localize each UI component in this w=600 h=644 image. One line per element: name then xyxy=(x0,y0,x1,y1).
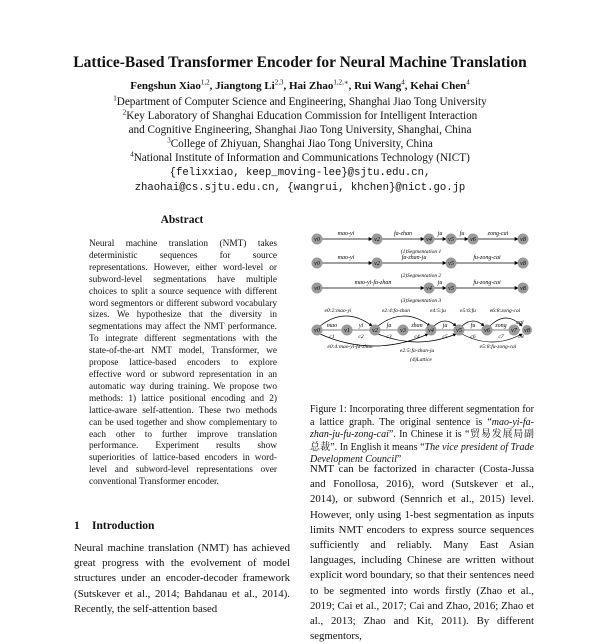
char-edge-label: c6 xyxy=(470,334,476,340)
edge-label: mao-yi-fa-zhan xyxy=(354,280,392,286)
affiliation-line2: and Cognitive Engineering, Shanghai Jiao Tong University, Shanghai, China xyxy=(128,124,472,136)
figure-caption xyxy=(310,404,534,467)
intro-text: Neural machine translation (NMT) has achieved great progress with the evolvement of model structures under an encoder-decoder framework (Sutskever et al., 2014; Bahdanau et al., 2014). Recently, the self-attention based xyxy=(74,542,290,615)
char-label: zhan xyxy=(411,323,423,329)
section-heading xyxy=(74,520,154,532)
node-label: v4 xyxy=(428,328,434,334)
email-line[interactable]: zhaohai@cs.sjtu.edu.cn, {wangrui, khchen}@nict.go.jp xyxy=(134,182,466,194)
node-label: v5 xyxy=(448,286,454,292)
char-label: mao xyxy=(326,323,338,329)
edge-label: fu-zong-cai xyxy=(473,280,501,286)
char-label: yi xyxy=(358,323,364,329)
caption-suffix: ” xyxy=(396,454,402,466)
segmentation-label: (1)Segmentation 1 xyxy=(400,249,442,255)
node-label: v7 xyxy=(511,328,517,334)
node-label: v2 xyxy=(374,261,380,267)
affiliation xyxy=(0,109,600,123)
node-label: v3 xyxy=(400,328,406,334)
affiliation-sup: 3 xyxy=(167,136,171,145)
char-edge-label: c7 xyxy=(498,334,504,340)
lattice-label: (4)Lattice xyxy=(410,357,432,363)
segmentation-1 xyxy=(312,230,529,255)
char-label: ju xyxy=(442,323,448,329)
arc-label: e4:5:ju xyxy=(430,308,446,314)
node-label: v0 xyxy=(314,237,320,243)
affiliation-text: Department of Computer Science and Engineering, Shanghai Jiao Tong University xyxy=(116,96,487,108)
affiliation-text: Key Laboratory of Shanghai Education Commission for Intelligent Interaction xyxy=(126,110,478,122)
node-label: v0 xyxy=(314,328,320,334)
char-label: zong xyxy=(495,323,507,329)
body-text-right: NMT can be factorized in character (Costa-Jussa and Fonollosa, 2016), word (Sutskever et al., 2014), or subword (Sennrich et al., 2015) level. However, only using 1-best segmentation as inputs limits NMT encoders to express source sequences sufficiently and reliably. Many East Asian languages, including Chinese are written without explicit word boundary, so that their sentences need to be segmented into words firstly (Zhao et al., 2019; Cai et al., 2017; Cai and Zhao, 2016; Zhao et al., 2013; Zhao and Kit, 2011). By different segmentors, xyxy=(310,463,534,643)
node-label: v5 xyxy=(456,328,462,334)
node-label: v8 xyxy=(520,286,526,292)
abstract-heading: Abstract xyxy=(160,214,204,226)
node-label: v5 xyxy=(448,261,454,267)
edge-label: mao-yi xyxy=(337,231,355,237)
affiliation-sup: 4 xyxy=(130,150,134,159)
author-name: Jiangtong Li xyxy=(215,80,275,92)
author-sup: 1,2,∗ xyxy=(333,78,349,87)
edge-label: ju xyxy=(437,280,443,286)
char-edge-label: c8 xyxy=(518,334,524,340)
node-label: v4 xyxy=(426,286,432,292)
arc-label: e0:4:mao-yi-fa-zhan xyxy=(327,344,373,350)
node-label: v6 xyxy=(470,237,476,243)
arc-label: e2:4:fa-zhan xyxy=(381,308,411,314)
arc-label: e0:2:mao-yi xyxy=(324,308,352,314)
char-edge-label: c5 xyxy=(442,334,448,340)
author-name: Kehai Chen xyxy=(410,80,467,92)
affiliation-sup: 2 xyxy=(122,108,127,117)
affiliation xyxy=(0,137,600,151)
edge-label: fu xyxy=(459,231,465,237)
edge-label: fa-zhan xyxy=(394,231,412,237)
arc-label: e2:5:fa-zhan-ju xyxy=(399,348,435,354)
affiliation-text: National Institute of Information and Communications Technology (NICT) xyxy=(133,152,470,164)
author-sup: 2,3 xyxy=(274,78,284,87)
arc-label: e5:8:fu-zong-cai xyxy=(479,344,517,350)
arc-label: e5:6:fu xyxy=(460,308,476,314)
author-list: Fengshun Xiao$^{1,2}$, Jiangtong Li$^{2,3}$, Hai Zhao$^{1,2,∗}$, Rui Wang$^4$, Kehai Chen$^4$ xyxy=(130,78,470,92)
author-name: Rui Wang xyxy=(354,80,402,92)
segmentation-label: (2)Segmentation 2 xyxy=(400,273,442,279)
node-label: v0 xyxy=(314,286,320,292)
edge-label: fu-zong-cai xyxy=(473,255,501,261)
node-label: v1 xyxy=(344,328,350,334)
edge-label: zong-cai xyxy=(487,231,509,237)
affiliation xyxy=(0,151,600,165)
char-edge-label: c3 xyxy=(386,334,392,340)
edge-label: fa-zhan-ju xyxy=(401,255,427,261)
caption-prefix: Figure 1: Incorporating three different segmentation for a lattice graph. The original sentence is “ xyxy=(310,404,534,428)
node-label: v8 xyxy=(520,261,526,267)
caption-mid: ”. In Chinese it is “贸易发展局副总裁”. In English it means “ xyxy=(310,429,534,453)
char-label: cai xyxy=(516,320,524,326)
lattice-graph xyxy=(312,307,533,363)
segmentation-label: (3)Segmentation 3 xyxy=(400,298,442,304)
author-name: Hai Zhao xyxy=(289,80,334,92)
node-label: v4 xyxy=(426,237,432,243)
segmentation-2 xyxy=(312,254,529,279)
node-label: v2 xyxy=(372,328,378,334)
char-edge-label: c2 xyxy=(358,334,364,340)
author-sup: 4 xyxy=(466,78,470,87)
node-label: v2 xyxy=(374,237,380,243)
paper-title: Lattice-Based Transformer Encoder for Neural Machine Translation xyxy=(73,54,527,71)
affiliation-sup: 1 xyxy=(113,94,117,103)
node-label: v8 xyxy=(520,237,526,243)
author-sup: 4 xyxy=(401,78,405,87)
segmentation-3 xyxy=(312,279,529,304)
caption-english: The vice president of Trade Development Council xyxy=(310,441,534,466)
edge-label: mao-yi xyxy=(337,255,355,261)
abstract-text: Neural machine translation (NMT) takes deterministic sequences for source representations. However, either word-level or subword-level segmentations have multiple choices to split a source sequence with different word segmentors or different subword vocabulary sizes. We hypothesize that the diversity in segmentations may affect the NMT performance. To integrate different segmentations with the state-of-the-art NMT model, Transformer, we propose lattice-based encoders to explore effective word or subword representation in an automatic way during training. We propose two methods: 1) lattice positional encoding and 2) lattice-aware self-attention. These two methods can be used together and show complementary to each other to further improve translation performance. Experiment results show superiorities of lattice-based encoders in word-level and subword-level representations over conventional Transformer encoder. xyxy=(89,239,277,488)
affiliation xyxy=(0,95,600,109)
char-label: fu xyxy=(470,323,476,329)
char-edge-label: c4 xyxy=(414,334,420,340)
node-label: v0 xyxy=(314,261,320,267)
node-label: v8 xyxy=(524,328,530,334)
author-name: Fengshun Xiao xyxy=(130,80,201,92)
email-line[interactable]: {felixxiao, keep_moving-lee}@sjtu.edu.cn, xyxy=(169,167,431,179)
section-title: Introduction xyxy=(92,520,155,532)
author-sup: 1,2 xyxy=(200,78,210,87)
caption-sentence: mao-yi-fa-zhan-ju-fu-zong-cai xyxy=(310,416,534,441)
node-label: v6 xyxy=(484,328,490,334)
node-label: v5 xyxy=(448,237,454,243)
section-number: 1 xyxy=(74,520,80,532)
arc-label: e6:8:zong-cai xyxy=(489,308,521,314)
affiliation-text: College of Zhiyuan, Shanghai Jiao Tong University, China xyxy=(170,138,433,150)
edge-label: ju xyxy=(437,231,443,237)
char-edge-label: c1 xyxy=(329,334,335,340)
char-label: fa xyxy=(386,323,392,329)
